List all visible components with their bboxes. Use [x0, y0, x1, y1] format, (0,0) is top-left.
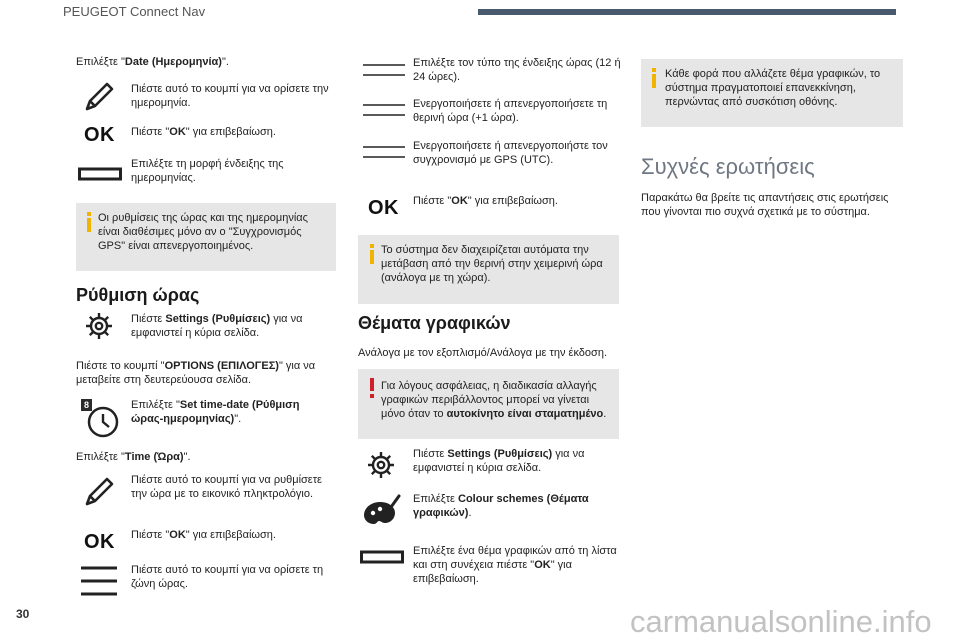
ok-step: Πιέστε "OK" για επιβεβαίωση.	[413, 195, 558, 207]
ok-icon: OK	[84, 531, 115, 553]
page-number: 30	[16, 607, 30, 621]
header-bar	[478, 9, 896, 15]
select-time-text: Επιλέξτε "Time (Ώρα)".	[76, 451, 191, 463]
toggle-line-icon	[362, 62, 406, 78]
pencil-icon	[82, 475, 116, 509]
format-step: Επιλέξτε τη μορφή ένδειξης της ημερομηνίας.	[131, 158, 284, 184]
ok-step-date: Πιέστε "OK" για επιβεβαίωση.	[131, 126, 276, 138]
clock-icon	[84, 402, 120, 438]
date-format-icon	[78, 167, 122, 181]
ok-icon: OK	[84, 124, 115, 146]
warning-text: Για λόγους ασφάλειας, η διαδικασία αλλαγής γραφικών περιβάλλοντος μπορεί να γίνεται μόνο όταν το αυτοκίνητο είναι σταματημένο.	[381, 380, 607, 420]
info-icon	[85, 212, 93, 232]
themes-intro: Ανάλογα με τον εξοπλισμό/Ανάλογα με την έκδοση.	[358, 347, 608, 359]
theme-list-icon	[360, 550, 404, 564]
colour-schemes-step: Επιλέξτε Colour schemes (Θέματα γραφικών).	[413, 493, 589, 519]
toggle-line-icon	[362, 145, 406, 159]
select-date-text: Επιλέξτε "Date (Ημερομηνία)".	[76, 56, 229, 68]
faq-intro: Παρακάτω θα βρείτε τις απαντήσεις στις ερωτήσεις που γίνονται πιο συχνά σχετικά με το σύστημα.	[641, 192, 889, 218]
info-icon	[650, 68, 658, 88]
warning-box	[358, 369, 619, 439]
header-title: PEUGEOT Connect Nav	[63, 4, 206, 19]
section-title-time: Ρύθμιση ώρας	[76, 285, 200, 305]
options-text: Πιέστε το κουμπί "OPTIONS (ΕΠΙΛΟΓΕΣ)" για να μεταβείτε στη δευτερεύουσα σελίδα.	[76, 360, 316, 386]
menu-list-icon	[80, 565, 118, 597]
select-theme-step: Επιλέξτε ένα θέμα γραφικών από τη λίστα και στη συνέχεια πιέστε "OK" για επιβεβαίωση.	[413, 545, 617, 585]
type-step: Επιλέξτε τον τύπο της ένδειξης ώρας (12 ή 24 ώρες).	[413, 57, 621, 83]
watermark: carmanualsonline.info	[630, 604, 932, 639]
zone-step: Πιέστε αυτό το κουμπί για να ορίσετε τη ζώνη ώρας.	[131, 564, 324, 590]
pencil-step-date: Πιέστε αυτό το κουμπί για να ορίσετε την ημερομηνία.	[131, 83, 329, 109]
pencil-step-time: Πιέστε αυτό το κουμπί για να ρυθμίσετε την ώρα με το εικονικό πληκτρολόγιο.	[131, 474, 322, 500]
step-badge: 8	[81, 399, 92, 411]
section-title-themes: Θέματα γραφικών	[358, 313, 511, 333]
summer-step: Ενεργοποιήσετε ή απενεργοποιήσετε τη θερινή ώρα (+1 ώρα).	[413, 98, 608, 124]
toggle-line-icon	[362, 103, 406, 117]
ok-icon: OK	[368, 197, 399, 219]
settings-step-time: Πιέστε Settings (Ρυθμίσεις) για να εμφανιστεί η κύρια σελίδα.	[131, 313, 303, 339]
ok-step-time: Πιέστε "OK" για επιβεβαίωση.	[131, 529, 276, 541]
info-box-themes: Κάθε φορά που αλλάζετε θέμα γραφικών, το σύστημα πραγματοποιεί επανεκκίνηση, περνώντας από συσκότιση οθόνης.	[641, 59, 903, 127]
clock-step: Επιλέξτε "Set time-date (Ρύθμιση ώρας-ημερομηνίας)".	[131, 399, 300, 425]
info-box-dst: Το σύστημα δεν διαχειρίζεται αυτόματα την μετάβαση από την θερινή στην χειμερινή ώρα (ανάλογα με τη χώρα).	[358, 235, 619, 304]
warning-icon	[368, 378, 376, 398]
settings-gear-icon	[84, 311, 114, 341]
info-box-gps: Οι ρυθμίσεις της ώρας και της ημερομηνίας είναι διαθέσιμες μόνο αν ο "Συγχρονισμός GPS" είναι απενεργοποιημένος.	[76, 203, 336, 271]
pencil-icon	[82, 80, 116, 114]
info-icon	[368, 244, 376, 264]
settings-step-themes: Πιέστε Settings (Ρυθμίσεις) για να εμφανιστεί η κύρια σελίδα.	[413, 448, 585, 474]
palette-brush-icon	[360, 490, 402, 532]
gps-step: Ενεργοποιήσετε ή απενεργοποιήστε τον συγχρονισμό με GPS (UTC).	[413, 140, 608, 166]
settings-gear-icon	[366, 450, 396, 480]
section-title-faq: Συχνές ερωτήσεις	[641, 154, 815, 179]
